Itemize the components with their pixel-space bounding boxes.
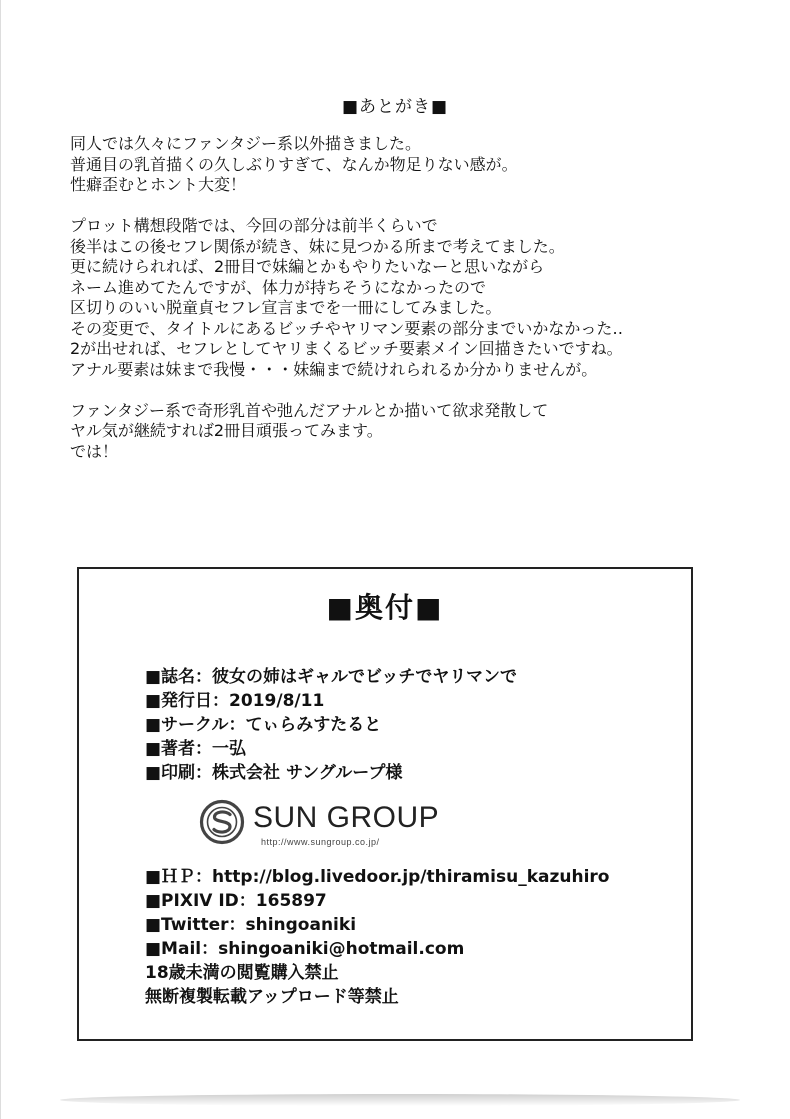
paragraph-gap bbox=[70, 380, 750, 401]
info-circle: ■サークル：てぃらみすたると bbox=[145, 715, 382, 735]
publication-info bbox=[145, 665, 517, 785]
afterword-line: 同人では久々にファンタジー系以外描きました。 bbox=[70, 134, 422, 153]
info-author: ■著者：一弘 bbox=[145, 739, 247, 759]
paragraph-gap bbox=[70, 196, 750, 217]
info-title: ■誌名：彼女の姉はギャルでビッチでヤリマンで bbox=[145, 667, 518, 687]
copyright-notice: 無断複製転載アップロード等禁止 bbox=[145, 987, 399, 1007]
afterword-body bbox=[70, 134, 750, 462]
afterword-line: アナル要素は妹まで我慢・・・妹編まで続けれられるか分かりませんが。 bbox=[70, 359, 598, 379]
contact-twitter: ■Twitter：shingoaniki bbox=[145, 915, 357, 935]
info-printer: ■印刷：株式会社 サングループ様 bbox=[145, 763, 403, 783]
logo-url: http://www.sungroup.co.jp/ bbox=[261, 837, 380, 847]
afterword-line: 性癖歪むとホント大変！ bbox=[70, 175, 247, 194]
colophon-box bbox=[77, 567, 693, 1041]
afterword-line: では！ bbox=[70, 441, 119, 461]
contact-mail: ■Mail：shingoaniki@hotmail.com bbox=[145, 939, 465, 959]
contact-info bbox=[145, 865, 609, 1009]
info-date: ■発行日：2019/8/11 bbox=[145, 691, 325, 711]
afterword-line: 更に続けられれば、2冊目で妹編とかもやりたいなーと思いながら bbox=[70, 257, 545, 276]
afterword-line: 普通目の乳首描くの久しぶりすぎて、なんか物足りない感が。 bbox=[70, 154, 518, 174]
age-restriction-notice: 18歳未満の閲覧購入禁止 bbox=[145, 963, 339, 983]
page-bottom-shadow bbox=[60, 1094, 740, 1106]
afterword-title: ■あとがき■ bbox=[341, 97, 449, 117]
afterword-line: その変更で、タイトルにあるビッチやヤリマン要素の部分までいかなかった‥ bbox=[70, 318, 624, 338]
afterword-line: 後半はこの後セフレ関係が続き、妹に見つかる所まで考えてました。 bbox=[70, 236, 565, 256]
sun-group-logo-icon bbox=[199, 799, 245, 845]
afterword-line: 2が出せれば、セフレとしてヤリまくるビッチ要素メイン回描きたいですね。 bbox=[70, 339, 623, 358]
logo-wordmark: SUN GROUP bbox=[253, 801, 440, 834]
sun-group-logo bbox=[199, 797, 449, 851]
afterword-line: ネーム進めてたんですが、体力が持ちそうになかったので bbox=[70, 277, 487, 297]
contact-pixiv: ■PIXIV ID：165897 bbox=[145, 891, 327, 911]
colophon-title: ■奥付■ bbox=[326, 591, 444, 624]
contact-homepage: ■ＨＰ：http://blog.livedoor.jp/thiramisu_kazuhiro bbox=[145, 867, 610, 887]
afterword-line: ファンタジー系で奇形乳首や弛んだアナルとか描いて欲求発散して bbox=[70, 400, 549, 420]
afterword-line: 区切りのいい脱童貞セフレ宣言までを一冊にしてみました。 bbox=[70, 298, 502, 317]
afterword-line: プロット構想段階では、今回の部分は前半くらいで bbox=[70, 216, 438, 235]
afterword-line: ヤル気が継続すれば2冊目頑張ってみます。 bbox=[70, 421, 383, 440]
